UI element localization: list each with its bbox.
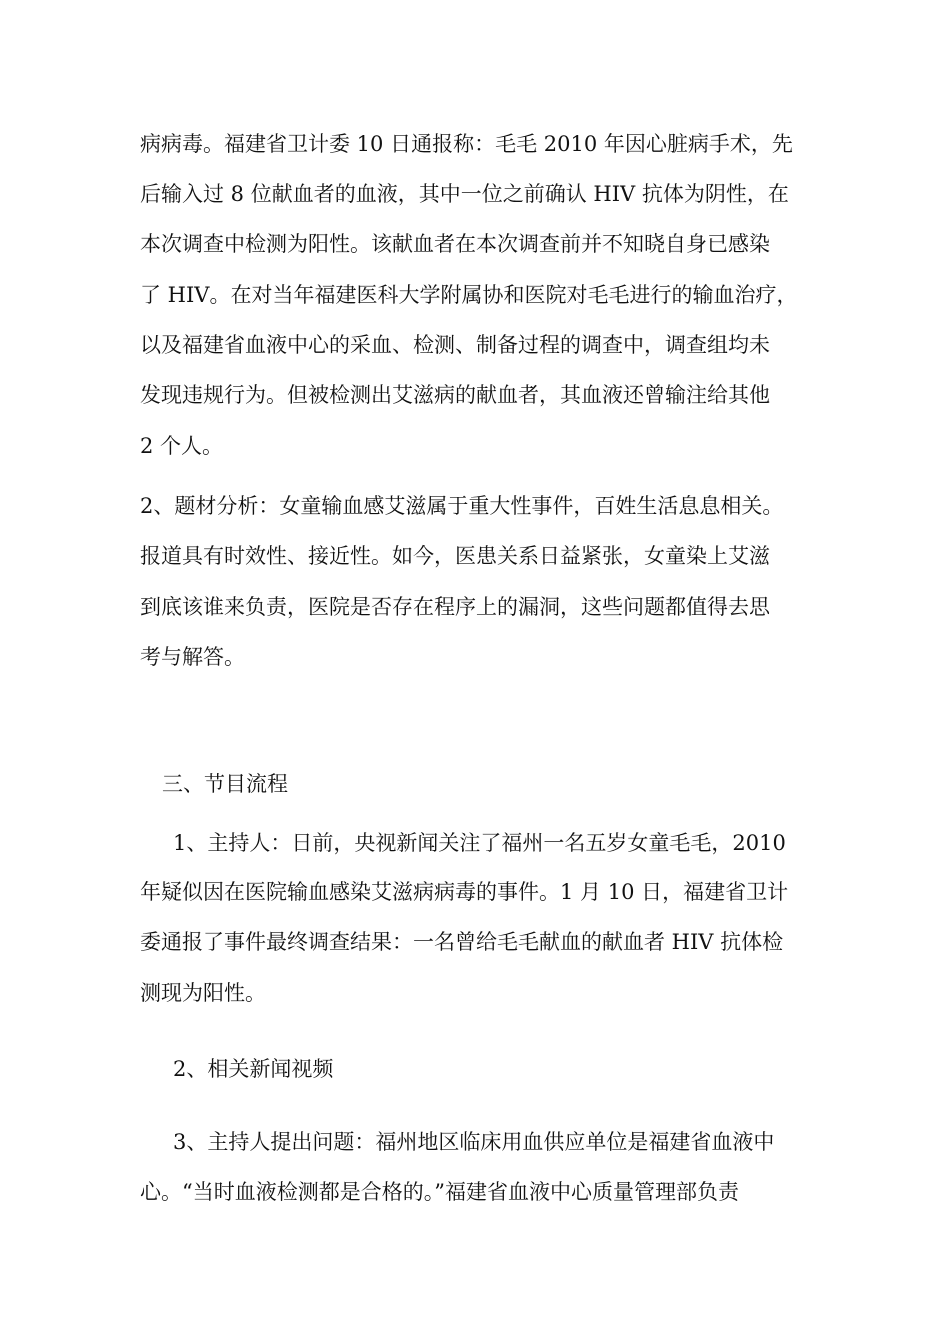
paragraph-1-line-3: 本次调查中检测为阳性。该献血者在本次调查前并不知晓自身已感染: [140, 232, 770, 256]
paragraph-1-line-1: 病病毒。福建省卫计委 10 日通报称：毛毛 2010 年因心脏病手术，先: [140, 132, 793, 156]
item-3-line-1: 3、主持人提出问题：福州地区临床用血供应单位是福建省血液中: [173, 1130, 775, 1154]
item-2-line-1: 2、相关新闻视频: [173, 1057, 334, 1081]
item-1-line-4: 测现为阳性。: [140, 981, 266, 1005]
paragraph-2-line-4: 考与解答。: [140, 645, 245, 669]
paragraph-2-line-3: 到底该谁来负责，医院是否存在程序上的漏洞，这些问题都值得去思: [140, 595, 770, 619]
item-1-line-2: 年疑似因在医院输血感染艾滋病病毒的事件。1 月 10 日，福建省卫计: [140, 880, 789, 904]
paragraph-1-line-5: 以及福建省血液中心的采血、检测、制备过程的调查中，调查组均未: [140, 333, 770, 357]
paragraph-1-line-6: 发现违规行为。但被检测出艾滋病的献血者，其血液还曾输注给其他: [140, 383, 770, 407]
item-1-line-3: 委通报了事件最终调查结果：一名曾给毛毛献血的献血者 HIV 抗体检: [140, 930, 784, 954]
item-3-line-2: 心。“当时血液检测都是合格的。”福建省血液中心质量管理部负责: [140, 1180, 739, 1204]
paragraph-2-line-2: 报道具有时效性、接近性。如今，医患关系日益紧张，女童染上艾滋: [140, 544, 770, 568]
section-heading: 三、节目流程: [162, 772, 288, 796]
paragraph-2-line-1: 2、题材分析：女童输血感艾滋属于重大性事件，百姓生活息息相关。: [140, 494, 784, 518]
paragraph-1-line-7: 2 个人。: [140, 434, 224, 458]
paragraph-1-line-4: 了 HIV。在对当年福建医科大学附属协和医院对毛毛进行的输血治疗，: [140, 283, 798, 307]
paragraph-1-line-2: 后输入过 8 位献血者的血液，其中一位之前确认 HIV 抗体为阴性，在: [140, 182, 789, 206]
item-1-line-1: 1、主持人：日前，央视新闻关注了福州一名五岁女童毛毛，2010: [173, 831, 786, 855]
